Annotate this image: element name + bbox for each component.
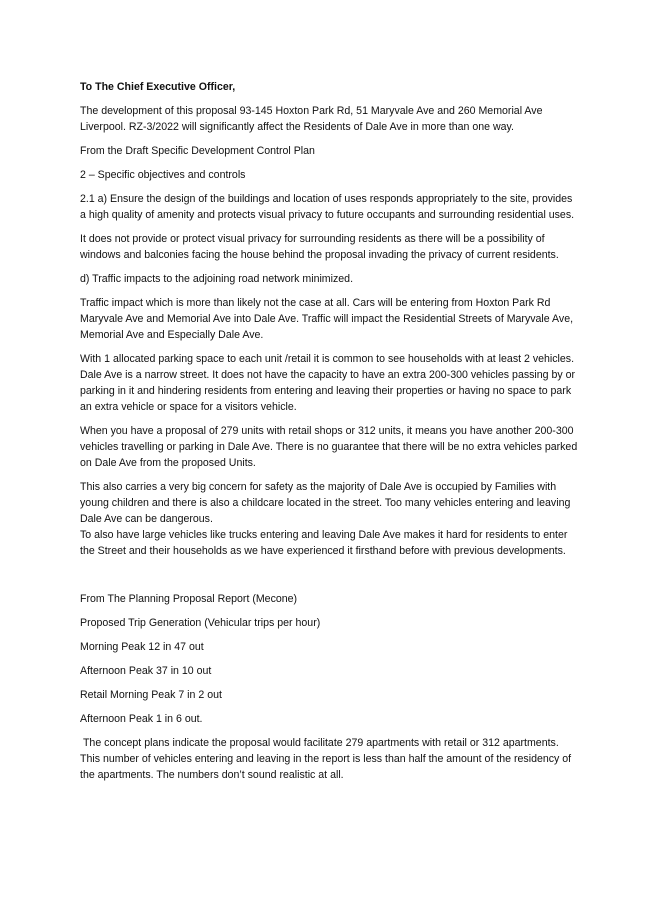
paragraph-parking: With 1 allocated parking space to each unit /retail it is common to see households with at least 2 vehicles. Dale Ave is a narrow street. It does not have the capacity to have an extra 200-300 vehicles passing by or parking in it and hindering residents from entering and leaving their properties or having no space to park an extra vehicle or space for a visitors vehicle. <box>80 353 576 413</box>
paragraph-objective-2-1: 2.1 a) Ensure the design of the buildings and location of uses responds appropriately to the site, provides a high quality of amenity and protects visual privacy to future occupants and surrounding residential uses. <box>80 193 575 221</box>
paragraph-traffic-objective: d) Traffic impacts to the adjoining road network minimized. <box>80 273 354 285</box>
paragraph-objectives: 2 – Specific objectives and controls <box>80 169 246 181</box>
trip-item-retail-afternoon: Afternoon Peak 1 in 6 out. <box>80 713 203 725</box>
salutation: To The Chief Executive Officer, <box>80 81 236 93</box>
trip-item-afternoon: Afternoon Peak 37 in 10 out <box>80 665 212 677</box>
report-heading: From The Planning Proposal Report (Mecone) <box>80 593 298 605</box>
paragraph-units: When you have a proposal of 279 units with retail shops or 312 units, it means you have another 200-300 vehicles travelling or parking in Dale Ave. There is no guarantee that there will be no extra vehicles parked on Dale Ave from the proposed Units. <box>80 425 578 469</box>
trip-item-morning: Morning Peak 12 in 47 out <box>80 641 204 653</box>
paragraph-traffic-impact: Traffic impact which is more than likely not the case at all. Cars will be entering from Hoxton Park Rd Maryvale Ave and Memorial Ave into Dale Ave. Traffic will impact the Residential Streets of Maryvale Ave, Memorial Ave and Especially Dale Ave. <box>80 297 574 341</box>
paragraph-trucks: To also have large vehicles like trucks entering and leaving Dale Ave makes it hard for residents to enter the Street and their households as we have experienced it firsthand before with previous developments. <box>80 529 568 557</box>
paragraph-draft-dcp: From the Draft Specific Development Control Plan <box>80 145 315 157</box>
paragraph-conclusion: The concept plans indicate the proposal would facilitate 279 apartments with retail or 312 apartments. This number of vehicles entering and leaving in the report is less than half the amount of the residency of the apartments. The numbers don’t sound realistic at all. <box>80 737 575 781</box>
paragraph-safety: This also carries a very big concern for safety as the majority of Dale Ave is occupied by Families with young children and there is also a childcare located in the street. Too many vehicles entering and leaving Dale Ave can be dangerous. <box>80 481 571 525</box>
letter-body <box>80 79 580 791</box>
paragraph-intro: The development of this proposal 93-145 Hoxton Park Rd, 51 Maryvale Ave and 260 Memorial Ave Liverpool. RZ-3/2022 will significantly affect the Residents of Dale Ave in more than one way. <box>80 105 543 133</box>
report-subheading: Proposed Trip Generation (Vehicular trips per hour) <box>80 617 321 629</box>
paragraph-privacy: It does not provide or protect visual privacy for surrounding residents as there will be a possibility of windows and balconies facing the house behind the proposal invading the privacy of current residents. <box>80 233 559 261</box>
trip-item-retail-morning: Retail Morning Peak 7 in 2 out <box>80 689 222 701</box>
section-spacer <box>80 567 580 591</box>
